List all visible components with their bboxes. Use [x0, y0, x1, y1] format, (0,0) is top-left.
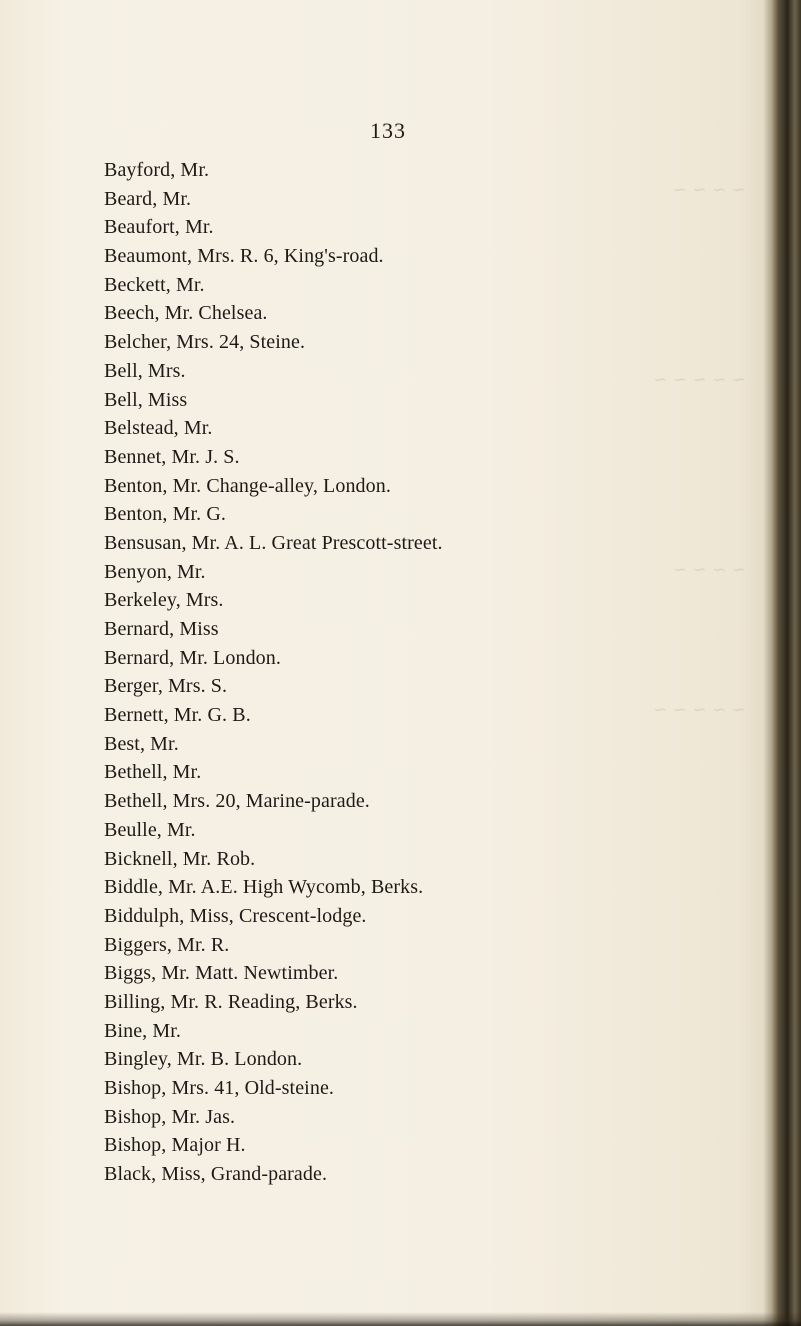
list-item: Bell, Miss: [104, 388, 188, 411]
show-through-text: ~ ~ ~ ~ ~: [653, 370, 746, 390]
show-through-text: ~ ~ ~ ~ ~: [653, 700, 746, 720]
page-bottom-shadow: [0, 1312, 801, 1326]
list-item: Berger, Mrs. S.: [104, 675, 228, 698]
list-item: Biggs, Mr. Matt. Newtimber.: [104, 962, 339, 985]
list-item: Bishop, Mrs. 41, Old-steine.: [104, 1077, 335, 1099]
directory-list: [104, 156, 744, 1189]
list-item: Bethell, Mrs. 20, Marine-parade.: [104, 790, 370, 813]
list-item: Billing, Mr. R. Reading, Berks.: [104, 990, 358, 1013]
list-item: Belstead, Mr.: [104, 417, 213, 440]
list-item: Benyon, Mr.: [104, 560, 206, 583]
binding-shadow: [763, 0, 771, 1326]
list-item: Belcher, Mrs. 24, Steine.: [104, 331, 306, 354]
show-through-text: ~ ~ ~ ~: [672, 560, 746, 580]
list-item: Biggers, Mr. R.: [104, 933, 230, 956]
show-through-text: ~ ~ ~ ~: [672, 180, 746, 200]
list-item: Beaumont, Mrs. R. 6, King's-road.: [104, 245, 384, 268]
list-item: Bishop, Mr. Jas.: [104, 1105, 236, 1128]
list-item: Bernard, Miss: [104, 618, 219, 640]
list-item: Bicknell, Mr. Rob.: [104, 847, 256, 870]
list-item: Beulle, Mr.: [104, 818, 196, 841]
list-item: Bell, Mrs.: [104, 359, 186, 382]
list-item: Bensusan, Mr. A. L. Great Prescott-street.: [104, 531, 443, 554]
list-item: Berkeley, Mrs.: [104, 589, 224, 612]
list-item: Black, Miss, Grand-parade.: [104, 1163, 328, 1186]
list-item: Beard, Mr.: [104, 187, 192, 210]
list-item: Benton, Mr. Change-alley, London.: [104, 474, 391, 497]
list-item: Bayford, Mr.: [104, 159, 210, 181]
list-item: Benton, Mr. G.: [104, 503, 226, 526]
list-item: Bernett, Mr. G. B.: [104, 704, 251, 727]
list-item: Bishop, Major H.: [104, 1134, 246, 1157]
list-item: Bethell, Mr.: [104, 761, 202, 784]
list-item: Biddle, Mr. A.E. High Wycomb, Berks.: [104, 876, 424, 899]
list-item: Bennet, Mr. J. S.: [104, 445, 240, 468]
list-item: Biddulph, Miss, Crescent-lodge.: [104, 904, 367, 927]
list-item: Beaufort, Mr.: [104, 216, 214, 239]
list-item: Bine, Mr.: [104, 1019, 182, 1042]
list-item: Best, Mr.: [104, 732, 179, 755]
list-item: Beech, Mr. Chelsea.: [104, 302, 268, 325]
list-item: Bingley, Mr. B. London.: [104, 1048, 303, 1071]
list-item: Beckett, Mr.: [104, 273, 205, 296]
list-item: Bernard, Mr. London.: [104, 646, 281, 669]
page-number: 133: [370, 118, 406, 143]
book-binding: [771, 0, 801, 1326]
